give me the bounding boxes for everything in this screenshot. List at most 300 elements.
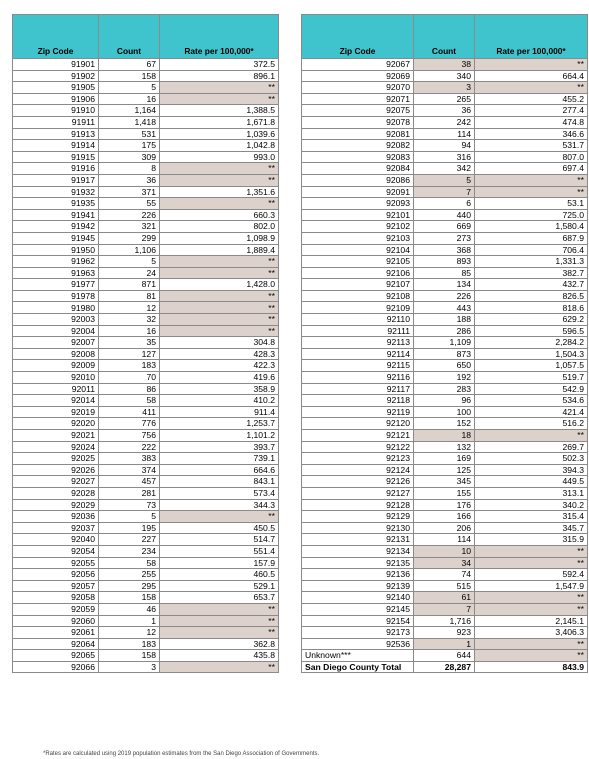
table-row bbox=[302, 128, 588, 140]
zip-code-cell: 92173 bbox=[302, 627, 414, 639]
count-cell: 38 bbox=[414, 59, 475, 71]
table-row bbox=[13, 70, 279, 82]
rate-cell: 315.4 bbox=[475, 511, 588, 523]
table-row bbox=[13, 244, 279, 256]
rate-cell: 1,671.8 bbox=[160, 116, 279, 128]
table-row bbox=[302, 569, 588, 581]
count-cell: 86 bbox=[99, 383, 160, 395]
zip-code-cell: 92106 bbox=[302, 267, 414, 279]
count-cell: 58 bbox=[99, 557, 160, 569]
rate-cell: 393.7 bbox=[160, 441, 279, 453]
rate-cell: 1,547.9 bbox=[475, 580, 588, 592]
label-cell: San Diego County Total bbox=[302, 661, 414, 673]
rate-cell: 435.8 bbox=[160, 650, 279, 662]
header-row bbox=[302, 15, 588, 59]
rate-cell: ** bbox=[160, 174, 279, 186]
zip-code-cell: 91906 bbox=[13, 93, 99, 105]
zip-code-cell: 92121 bbox=[302, 430, 414, 442]
count-cell: 195 bbox=[99, 522, 160, 534]
table-row bbox=[13, 93, 279, 105]
count-cell: 183 bbox=[99, 360, 160, 372]
rate-cell: 3,406.3 bbox=[475, 627, 588, 639]
rate-header: Rate per 100,000* bbox=[160, 15, 279, 59]
rate-cell: 664.6 bbox=[160, 464, 279, 476]
table-row bbox=[13, 627, 279, 639]
table-row bbox=[302, 302, 588, 314]
zip-code-cell: 91910 bbox=[13, 105, 99, 117]
count-cell: 96 bbox=[414, 395, 475, 407]
zip-code-cell: 92008 bbox=[13, 348, 99, 360]
zip-code-cell: 92134 bbox=[302, 545, 414, 557]
count-cell: 24 bbox=[99, 267, 160, 279]
count-cell: 411 bbox=[99, 406, 160, 418]
rate-cell: 826.5 bbox=[475, 290, 588, 302]
count-cell: 132 bbox=[414, 441, 475, 453]
table-row bbox=[13, 232, 279, 244]
rate-cell: 345.7 bbox=[475, 522, 588, 534]
table-row bbox=[302, 186, 588, 198]
count-cell: 3 bbox=[414, 82, 475, 94]
rate-cell: 449.5 bbox=[475, 476, 588, 488]
rate-cell: 542.9 bbox=[475, 383, 588, 395]
rate-cell: 573.4 bbox=[160, 487, 279, 499]
right-zip-table bbox=[301, 14, 588, 673]
zip-code-cell: 91914 bbox=[13, 140, 99, 152]
zip-code-cell: 92028 bbox=[13, 487, 99, 499]
table-row bbox=[13, 82, 279, 94]
rate-cell: ** bbox=[160, 290, 279, 302]
table-row bbox=[302, 163, 588, 175]
zip-code-cell: 91962 bbox=[13, 256, 99, 268]
rate-cell: 896.1 bbox=[160, 70, 279, 82]
rate-cell: 519.7 bbox=[475, 372, 588, 384]
rate-cell: 502.3 bbox=[475, 453, 588, 465]
table-row bbox=[302, 244, 588, 256]
rate-cell: 269.7 bbox=[475, 441, 588, 453]
count-cell: 756 bbox=[99, 430, 160, 442]
zip-code-cell: 92140 bbox=[302, 592, 414, 604]
rate-cell: 993.0 bbox=[160, 151, 279, 163]
rate-cell: 313.1 bbox=[475, 487, 588, 499]
rate-cell: 428.3 bbox=[160, 348, 279, 360]
count-header: Count bbox=[99, 15, 160, 59]
zip-code-cell: 92083 bbox=[302, 151, 414, 163]
count-cell: 226 bbox=[414, 290, 475, 302]
rate-cell: ** bbox=[160, 163, 279, 175]
rate-cell: ** bbox=[475, 650, 588, 662]
count-cell: 67 bbox=[99, 59, 160, 71]
count-cell: 265 bbox=[414, 93, 475, 105]
count-cell: 1 bbox=[99, 615, 160, 627]
count-cell: 383 bbox=[99, 453, 160, 465]
count-cell: 222 bbox=[99, 441, 160, 453]
zip-code-cell: 92019 bbox=[13, 406, 99, 418]
zip-code-cell: 92025 bbox=[13, 453, 99, 465]
zip-code-cell: 92082 bbox=[302, 140, 414, 152]
rate-cell: 372.5 bbox=[160, 59, 279, 71]
rate-cell: 1,098.9 bbox=[160, 232, 279, 244]
count-cell: 873 bbox=[414, 348, 475, 360]
table-row bbox=[302, 348, 588, 360]
count-cell: 345 bbox=[414, 476, 475, 488]
table-row bbox=[302, 580, 588, 592]
zip-code-cell: 92040 bbox=[13, 534, 99, 546]
rate-cell: 843.1 bbox=[160, 476, 279, 488]
zip-code-cell: 92057 bbox=[13, 580, 99, 592]
count-cell: 8 bbox=[99, 163, 160, 175]
zip-code-cell: 92123 bbox=[302, 453, 414, 465]
zip-code-cell: 92136 bbox=[302, 569, 414, 581]
zip-code-cell: 92101 bbox=[302, 209, 414, 221]
rate-cell: 534.6 bbox=[475, 395, 588, 407]
count-cell: 650 bbox=[414, 360, 475, 372]
table-row bbox=[13, 59, 279, 71]
count-cell: 255 bbox=[99, 569, 160, 581]
table-row bbox=[13, 186, 279, 198]
table-row bbox=[302, 337, 588, 349]
zip-code-cell: 92093 bbox=[302, 198, 414, 210]
zip-code-cell: 92105 bbox=[302, 256, 414, 268]
rate-cell: 421.4 bbox=[475, 406, 588, 418]
table-row bbox=[302, 638, 588, 650]
table-row bbox=[302, 59, 588, 71]
zip-code-cell: 92059 bbox=[13, 603, 99, 615]
count-cell: 5 bbox=[99, 82, 160, 94]
rate-cell: 514.7 bbox=[160, 534, 279, 546]
table-row bbox=[13, 209, 279, 221]
count-cell: 206 bbox=[414, 522, 475, 534]
county-total-row bbox=[302, 661, 588, 673]
rate-cell: 664.4 bbox=[475, 70, 588, 82]
table-row bbox=[13, 406, 279, 418]
zip-code-cell: 92056 bbox=[13, 569, 99, 581]
rate-cell: ** bbox=[475, 603, 588, 615]
rate-cell: 346.6 bbox=[475, 128, 588, 140]
rate-cell: 1,057.5 bbox=[475, 360, 588, 372]
zip-code-cell: 92021 bbox=[13, 430, 99, 442]
table-row bbox=[302, 82, 588, 94]
rate-cell: ** bbox=[160, 267, 279, 279]
rate-cell: 460.5 bbox=[160, 569, 279, 581]
count-cell: 175 bbox=[99, 140, 160, 152]
table-row bbox=[13, 267, 279, 279]
count-cell: 16 bbox=[99, 325, 160, 337]
table-row bbox=[13, 511, 279, 523]
table-row bbox=[13, 476, 279, 488]
zip-code-cell: 91963 bbox=[13, 267, 99, 279]
rate-cell: 422.3 bbox=[160, 360, 279, 372]
rate-cell: 660.3 bbox=[160, 209, 279, 221]
table-row bbox=[13, 198, 279, 210]
table-row bbox=[302, 314, 588, 326]
rate-cell: 450.5 bbox=[160, 522, 279, 534]
zip-code-cell: 92103 bbox=[302, 232, 414, 244]
zip-code-cell: 92126 bbox=[302, 476, 414, 488]
rate-cell: 1,504.3 bbox=[475, 348, 588, 360]
zip-code-cell: 92129 bbox=[302, 511, 414, 523]
table-row bbox=[13, 140, 279, 152]
rate-cell: 843.9 bbox=[475, 661, 588, 673]
zip-code-cell: 92102 bbox=[302, 221, 414, 233]
table-row bbox=[13, 418, 279, 430]
count-cell: 114 bbox=[414, 128, 475, 140]
zip-code-cell: 92036 bbox=[13, 511, 99, 523]
zip-code-cell: 92055 bbox=[13, 557, 99, 569]
zip-code-cell: 92037 bbox=[13, 522, 99, 534]
table-row bbox=[13, 314, 279, 326]
zip-code-cell: 92014 bbox=[13, 395, 99, 407]
zip-code-cell: 92069 bbox=[302, 70, 414, 82]
count-cell: 242 bbox=[414, 116, 475, 128]
zip-code-cell: 91980 bbox=[13, 302, 99, 314]
zip-code-cell: 92118 bbox=[302, 395, 414, 407]
count-cell: 12 bbox=[99, 627, 160, 639]
zip-code-cell: 91945 bbox=[13, 232, 99, 244]
table-row bbox=[302, 464, 588, 476]
count-cell: 1,106 bbox=[99, 244, 160, 256]
table-row bbox=[13, 638, 279, 650]
rate-cell: 1,351.6 bbox=[160, 186, 279, 198]
table-row bbox=[302, 93, 588, 105]
zip-code-header: Zip Code bbox=[13, 15, 99, 59]
rate-cell: ** bbox=[160, 302, 279, 314]
rate-cell: 1,331.3 bbox=[475, 256, 588, 268]
rate-cell: 358.9 bbox=[160, 383, 279, 395]
count-cell: 893 bbox=[414, 256, 475, 268]
zip-code-cell: 92058 bbox=[13, 592, 99, 604]
count-cell: 158 bbox=[99, 70, 160, 82]
rate-cell: 315.9 bbox=[475, 534, 588, 546]
count-cell: 457 bbox=[99, 476, 160, 488]
count-cell: 1,164 bbox=[99, 105, 160, 117]
table-row bbox=[302, 174, 588, 186]
zip-code-cell: 92115 bbox=[302, 360, 414, 372]
count-cell: 10 bbox=[414, 545, 475, 557]
zip-code-cell: 92109 bbox=[302, 302, 414, 314]
table-row bbox=[302, 290, 588, 302]
rate-cell: 1,889.4 bbox=[160, 244, 279, 256]
count-cell: 73 bbox=[99, 499, 160, 511]
table-row bbox=[302, 116, 588, 128]
rate-cell: ** bbox=[160, 256, 279, 268]
count-cell: 227 bbox=[99, 534, 160, 546]
zip-code-cell: 91915 bbox=[13, 151, 99, 163]
count-cell: 299 bbox=[99, 232, 160, 244]
count-cell: 100 bbox=[414, 406, 475, 418]
table-row bbox=[302, 140, 588, 152]
table-row bbox=[13, 441, 279, 453]
rate-cell: ** bbox=[160, 615, 279, 627]
table-row bbox=[302, 383, 588, 395]
rate-cell: 697.4 bbox=[475, 163, 588, 175]
table-row bbox=[13, 464, 279, 476]
count-cell: 644 bbox=[414, 650, 475, 662]
table-row bbox=[13, 348, 279, 360]
rate-cell: 382.7 bbox=[475, 267, 588, 279]
zip-code-cell: 91901 bbox=[13, 59, 99, 71]
rate-cell: 739.1 bbox=[160, 453, 279, 465]
rate-cell: 410.2 bbox=[160, 395, 279, 407]
count-cell: 440 bbox=[414, 209, 475, 221]
table-row bbox=[13, 360, 279, 372]
count-cell: 371 bbox=[99, 186, 160, 198]
zip-code-cell: 92120 bbox=[302, 418, 414, 430]
count-cell: 669 bbox=[414, 221, 475, 233]
zip-code-cell: 92075 bbox=[302, 105, 414, 117]
table-row bbox=[13, 116, 279, 128]
rate-cell: ** bbox=[160, 82, 279, 94]
rate-cell: 1,042.8 bbox=[160, 140, 279, 152]
count-cell: 127 bbox=[99, 348, 160, 360]
count-header: Count bbox=[414, 15, 475, 59]
rate-cell: 157.9 bbox=[160, 557, 279, 569]
table-row bbox=[13, 522, 279, 534]
count-cell: 94 bbox=[414, 140, 475, 152]
count-cell: 155 bbox=[414, 487, 475, 499]
table-row bbox=[302, 360, 588, 372]
rate-cell: ** bbox=[475, 82, 588, 94]
rate-cell: ** bbox=[160, 627, 279, 639]
count-cell: 226 bbox=[99, 209, 160, 221]
table-row bbox=[302, 487, 588, 499]
table-row bbox=[302, 441, 588, 453]
rate-cell: ** bbox=[160, 93, 279, 105]
zip-code-cell: 92122 bbox=[302, 441, 414, 453]
zip-code-cell: 92154 bbox=[302, 615, 414, 627]
count-cell: 28,287 bbox=[414, 661, 475, 673]
rate-cell: ** bbox=[475, 545, 588, 557]
count-cell: 374 bbox=[99, 464, 160, 476]
count-cell: 32 bbox=[99, 314, 160, 326]
table-row bbox=[302, 418, 588, 430]
table-row bbox=[13, 395, 279, 407]
rate-cell: 277.4 bbox=[475, 105, 588, 117]
rate-cell: 455.2 bbox=[475, 93, 588, 105]
rate-cell: 529.1 bbox=[160, 580, 279, 592]
zip-code-cell: 92009 bbox=[13, 360, 99, 372]
count-cell: 152 bbox=[414, 418, 475, 430]
zip-code-cell: 91935 bbox=[13, 198, 99, 210]
count-cell: 1 bbox=[414, 638, 475, 650]
zip-code-cell: 91902 bbox=[13, 70, 99, 82]
count-cell: 5 bbox=[99, 511, 160, 523]
count-cell: 5 bbox=[414, 174, 475, 186]
count-cell: 36 bbox=[414, 105, 475, 117]
rate-cell: 1,039.6 bbox=[160, 128, 279, 140]
table-row bbox=[13, 256, 279, 268]
zip-code-cell: 92139 bbox=[302, 580, 414, 592]
unknown-row bbox=[302, 650, 588, 662]
header-row bbox=[13, 15, 279, 59]
rate-cell: 551.4 bbox=[160, 545, 279, 557]
zip-code-cell: 92067 bbox=[302, 59, 414, 71]
zip-code-cell: 92128 bbox=[302, 499, 414, 511]
count-cell: 321 bbox=[99, 221, 160, 233]
count-cell: 234 bbox=[99, 545, 160, 557]
table-row bbox=[302, 267, 588, 279]
zip-code-cell: 91978 bbox=[13, 290, 99, 302]
zip-code-cell: 92010 bbox=[13, 372, 99, 384]
zip-code-cell: 92110 bbox=[302, 314, 414, 326]
table-row bbox=[13, 650, 279, 662]
zip-code-cell: 92003 bbox=[13, 314, 99, 326]
table-row bbox=[302, 372, 588, 384]
zip-code-cell: 92065 bbox=[13, 650, 99, 662]
count-cell: 158 bbox=[99, 650, 160, 662]
count-cell: 340 bbox=[414, 70, 475, 82]
rate-cell: 596.5 bbox=[475, 325, 588, 337]
rate-cell: 592.4 bbox=[475, 569, 588, 581]
count-cell: 1,418 bbox=[99, 116, 160, 128]
zip-code-cell: 91911 bbox=[13, 116, 99, 128]
zip-code-cell: 92104 bbox=[302, 244, 414, 256]
rate-cell: 1,428.0 bbox=[160, 279, 279, 291]
table-row bbox=[302, 615, 588, 627]
rate-cell: ** bbox=[475, 174, 588, 186]
count-cell: 58 bbox=[99, 395, 160, 407]
table-row bbox=[13, 174, 279, 186]
count-cell: 74 bbox=[414, 569, 475, 581]
rate-cell: ** bbox=[160, 661, 279, 673]
table-row bbox=[13, 499, 279, 511]
table-row bbox=[302, 592, 588, 604]
footnote: *Rates are calculated using 2019 population estimates from the San Diego Association of Governments. bbox=[43, 751, 320, 757]
rate-cell: 807.0 bbox=[475, 151, 588, 163]
table-row bbox=[13, 337, 279, 349]
rate-cell: ** bbox=[475, 638, 588, 650]
table-row bbox=[302, 627, 588, 639]
count-cell: 35 bbox=[99, 337, 160, 349]
count-cell: 158 bbox=[99, 592, 160, 604]
count-cell: 309 bbox=[99, 151, 160, 163]
table-row bbox=[13, 279, 279, 291]
table-row bbox=[302, 221, 588, 233]
count-cell: 81 bbox=[99, 290, 160, 302]
count-cell: 776 bbox=[99, 418, 160, 430]
zip-code-cell: 92127 bbox=[302, 487, 414, 499]
table-row bbox=[302, 557, 588, 569]
rate-cell: 1,101.2 bbox=[160, 430, 279, 442]
table-row bbox=[302, 406, 588, 418]
count-cell: 114 bbox=[414, 534, 475, 546]
table-row bbox=[13, 453, 279, 465]
zip-code-cell: 92026 bbox=[13, 464, 99, 476]
table-row bbox=[302, 395, 588, 407]
rate-cell: ** bbox=[160, 325, 279, 337]
label-cell: Unknown*** bbox=[302, 650, 414, 662]
table-row bbox=[13, 290, 279, 302]
count-cell: 36 bbox=[99, 174, 160, 186]
rate-cell: ** bbox=[475, 186, 588, 198]
count-cell: 169 bbox=[414, 453, 475, 465]
table-row bbox=[302, 453, 588, 465]
table-row bbox=[302, 522, 588, 534]
zip-code-cell: 92116 bbox=[302, 372, 414, 384]
zip-code-cell: 92117 bbox=[302, 383, 414, 395]
count-cell: 871 bbox=[99, 279, 160, 291]
rate-cell: 629.2 bbox=[475, 314, 588, 326]
count-cell: 176 bbox=[414, 499, 475, 511]
count-cell: 1,109 bbox=[414, 337, 475, 349]
zip-code-cell: 92054 bbox=[13, 545, 99, 557]
count-cell: 6 bbox=[414, 198, 475, 210]
table-row bbox=[13, 325, 279, 337]
count-cell: 166 bbox=[414, 511, 475, 523]
rate-cell: 1,253.7 bbox=[160, 418, 279, 430]
zip-code-cell: 92066 bbox=[13, 661, 99, 673]
rate-cell: ** bbox=[160, 314, 279, 326]
table-row bbox=[302, 256, 588, 268]
